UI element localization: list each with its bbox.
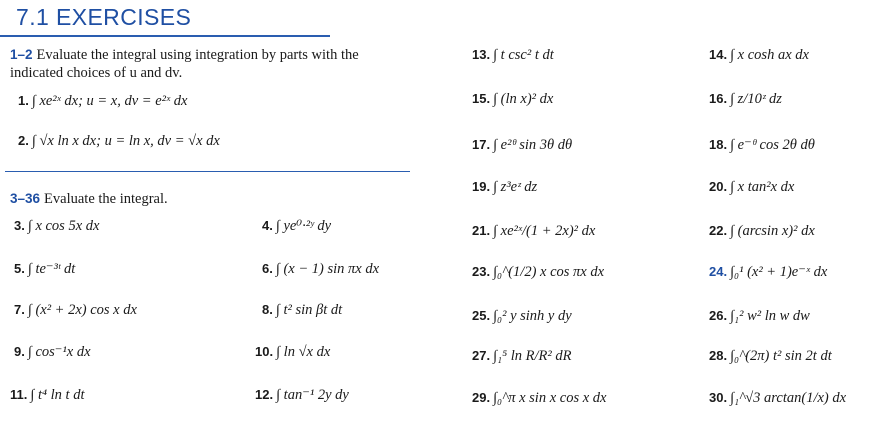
exercise-2 xyxy=(18,131,220,151)
instructions-1-2 xyxy=(10,46,405,82)
exercise-number: 22. xyxy=(709,223,728,238)
exercise-29 xyxy=(472,388,606,408)
exercise-23 xyxy=(472,262,604,282)
exercise-expression: ∫₀¹ (x² + 1)e⁻ˣ dx xyxy=(730,264,828,280)
exercise-number: 14. xyxy=(709,47,728,62)
exercise-number: 3. xyxy=(14,218,25,233)
exercise-expression: ∫₁⁵ ln R/R² dR xyxy=(493,348,572,364)
exercise-number: 21. xyxy=(472,223,491,238)
exercise-number: 18. xyxy=(709,137,728,152)
exercise-11 xyxy=(10,385,85,405)
exercise-number: 30. xyxy=(709,390,728,405)
range-label: 3–36 xyxy=(10,191,41,206)
exercise-expression: ∫ xe²ˣ/(1 + 2x)² dx xyxy=(493,223,596,239)
exercise-expression: ∫ t² sin βt dt xyxy=(275,302,343,318)
exercise-15 xyxy=(472,89,553,109)
exercise-expression: ∫ (x − 1) sin πx dx xyxy=(275,261,380,277)
exercise-expression: ∫ e²ᶿ sin 3θ dθ xyxy=(493,137,573,153)
exercise-expression: ∫ t csc² t dt xyxy=(493,47,554,63)
exercise-number: 7. xyxy=(14,302,25,317)
exercise-8 xyxy=(262,300,342,320)
range-label: 1–2 xyxy=(10,47,33,62)
exercise-expression: ∫ x tan²x dx xyxy=(730,179,795,195)
exercise-expression: ∫ te⁻³ᵗ dt xyxy=(27,261,76,277)
exercise-number: 6. xyxy=(262,261,273,276)
exercise-number: 4. xyxy=(262,218,273,233)
exercise-21 xyxy=(472,221,595,241)
exercise-9 xyxy=(14,342,91,362)
exercise-number: 1. xyxy=(18,93,29,108)
exercise-3 xyxy=(14,216,99,236)
exercise-expression: ∫ (ln x)² dx xyxy=(493,91,554,107)
exercise-expression: ∫₀^(1/2) x cos πx dx xyxy=(493,264,605,280)
exercise-number: 5. xyxy=(14,261,25,276)
exercise-expression: ∫ √x ln x dx; u = ln x, dv = √x dx xyxy=(31,133,220,149)
exercise-26 xyxy=(709,306,810,326)
exercise-19 xyxy=(472,177,537,197)
exercise-22 xyxy=(709,221,815,241)
exercise-28 xyxy=(709,346,832,366)
exercise-24 xyxy=(709,262,827,282)
exercise-number: 25. xyxy=(472,308,491,323)
exercise-expression: ∫₁² w² ln w dw xyxy=(730,308,810,324)
exercise-number: 12. xyxy=(255,387,274,402)
exercise-number: 11. xyxy=(10,387,28,402)
exercise-number: 2. xyxy=(18,133,29,148)
page-title: 7.1 EXERCISES xyxy=(16,4,192,30)
exercise-5 xyxy=(14,259,75,279)
exercise-number: 17. xyxy=(472,137,491,152)
exercise-30 xyxy=(709,388,846,408)
exercise-14 xyxy=(709,45,809,65)
exercise-expression: ∫₀^π x sin x cos x dx xyxy=(493,390,607,406)
exercise-18 xyxy=(709,135,815,155)
exercise-expression: ∫ x cos 5x dx xyxy=(27,218,100,234)
exercise-25 xyxy=(472,306,572,326)
exercise-expression: ∫ x cosh ax dx xyxy=(730,47,809,63)
exercise-7 xyxy=(14,300,137,320)
exercise-number: 13. xyxy=(472,47,491,62)
exercise-expression: ∫ z/10ᶻ dz xyxy=(730,91,782,107)
section-divider xyxy=(5,171,410,172)
exercise-expression: ∫₀^(2π) t² sin 2t dt xyxy=(730,348,832,364)
exercise-number: 24. xyxy=(709,264,728,279)
exercise-17 xyxy=(472,135,572,155)
exercise-number: 8. xyxy=(262,302,273,317)
exercise-expression: ∫ xe²ˣ dx; u = x, dv = e²ˣ dx xyxy=(31,93,188,109)
exercise-expression: ∫ (x² + 2x) cos x dx xyxy=(27,302,137,318)
exercise-expression: ∫ e⁻ᶿ cos 2θ dθ xyxy=(730,137,815,153)
exercise-expression: ∫ t⁴ ln t dt xyxy=(30,387,85,403)
exercise-number: 23. xyxy=(472,264,491,279)
title-underline xyxy=(0,35,330,37)
exercise-expression: ∫ ln √x dx xyxy=(276,344,331,360)
exercise-expression: ∫₁^√3 arctan(1/x) dx xyxy=(730,390,847,406)
exercise-27 xyxy=(472,346,571,366)
exercise-4 xyxy=(262,216,331,236)
exercise-13 xyxy=(472,45,554,65)
exercise-number: 10. xyxy=(255,344,274,359)
exercise-20 xyxy=(709,177,794,197)
exercise-12 xyxy=(255,385,349,405)
exercise-10 xyxy=(255,342,330,362)
exercise-expression: ∫₀² y sinh y dy xyxy=(493,308,572,324)
instructions-3-36 xyxy=(10,190,405,208)
instruction-text: Evaluate the integral using integration by parts with the indicated choices of u and dv. xyxy=(10,47,359,81)
exercise-number: 29. xyxy=(472,390,491,405)
exercise-number: 15. xyxy=(472,91,491,106)
exercise-16 xyxy=(709,89,782,109)
exercise-1 xyxy=(18,91,187,111)
exercise-expression: ∫ tan⁻¹ 2y dy xyxy=(276,387,349,403)
exercise-number: 16. xyxy=(709,91,728,106)
exercise-number: 19. xyxy=(472,179,491,194)
exercise-number: 20. xyxy=(709,179,728,194)
exercise-expression: ∫ z³eᶻ dz xyxy=(493,179,538,195)
exercise-expression: ∫ ye⁰·²ʸ dy xyxy=(275,218,332,234)
exercise-number: 27. xyxy=(472,348,491,363)
exercise-number: 26. xyxy=(709,308,728,323)
exercise-number: 28. xyxy=(709,348,728,363)
exercise-expression: ∫ (arcsin x)² dx xyxy=(730,223,815,239)
exercise-6 xyxy=(262,259,379,279)
instruction-text: Evaluate the integral. xyxy=(44,191,168,207)
exercise-expression: ∫ cos⁻¹x dx xyxy=(27,344,91,360)
exercise-number: 9. xyxy=(14,344,25,359)
